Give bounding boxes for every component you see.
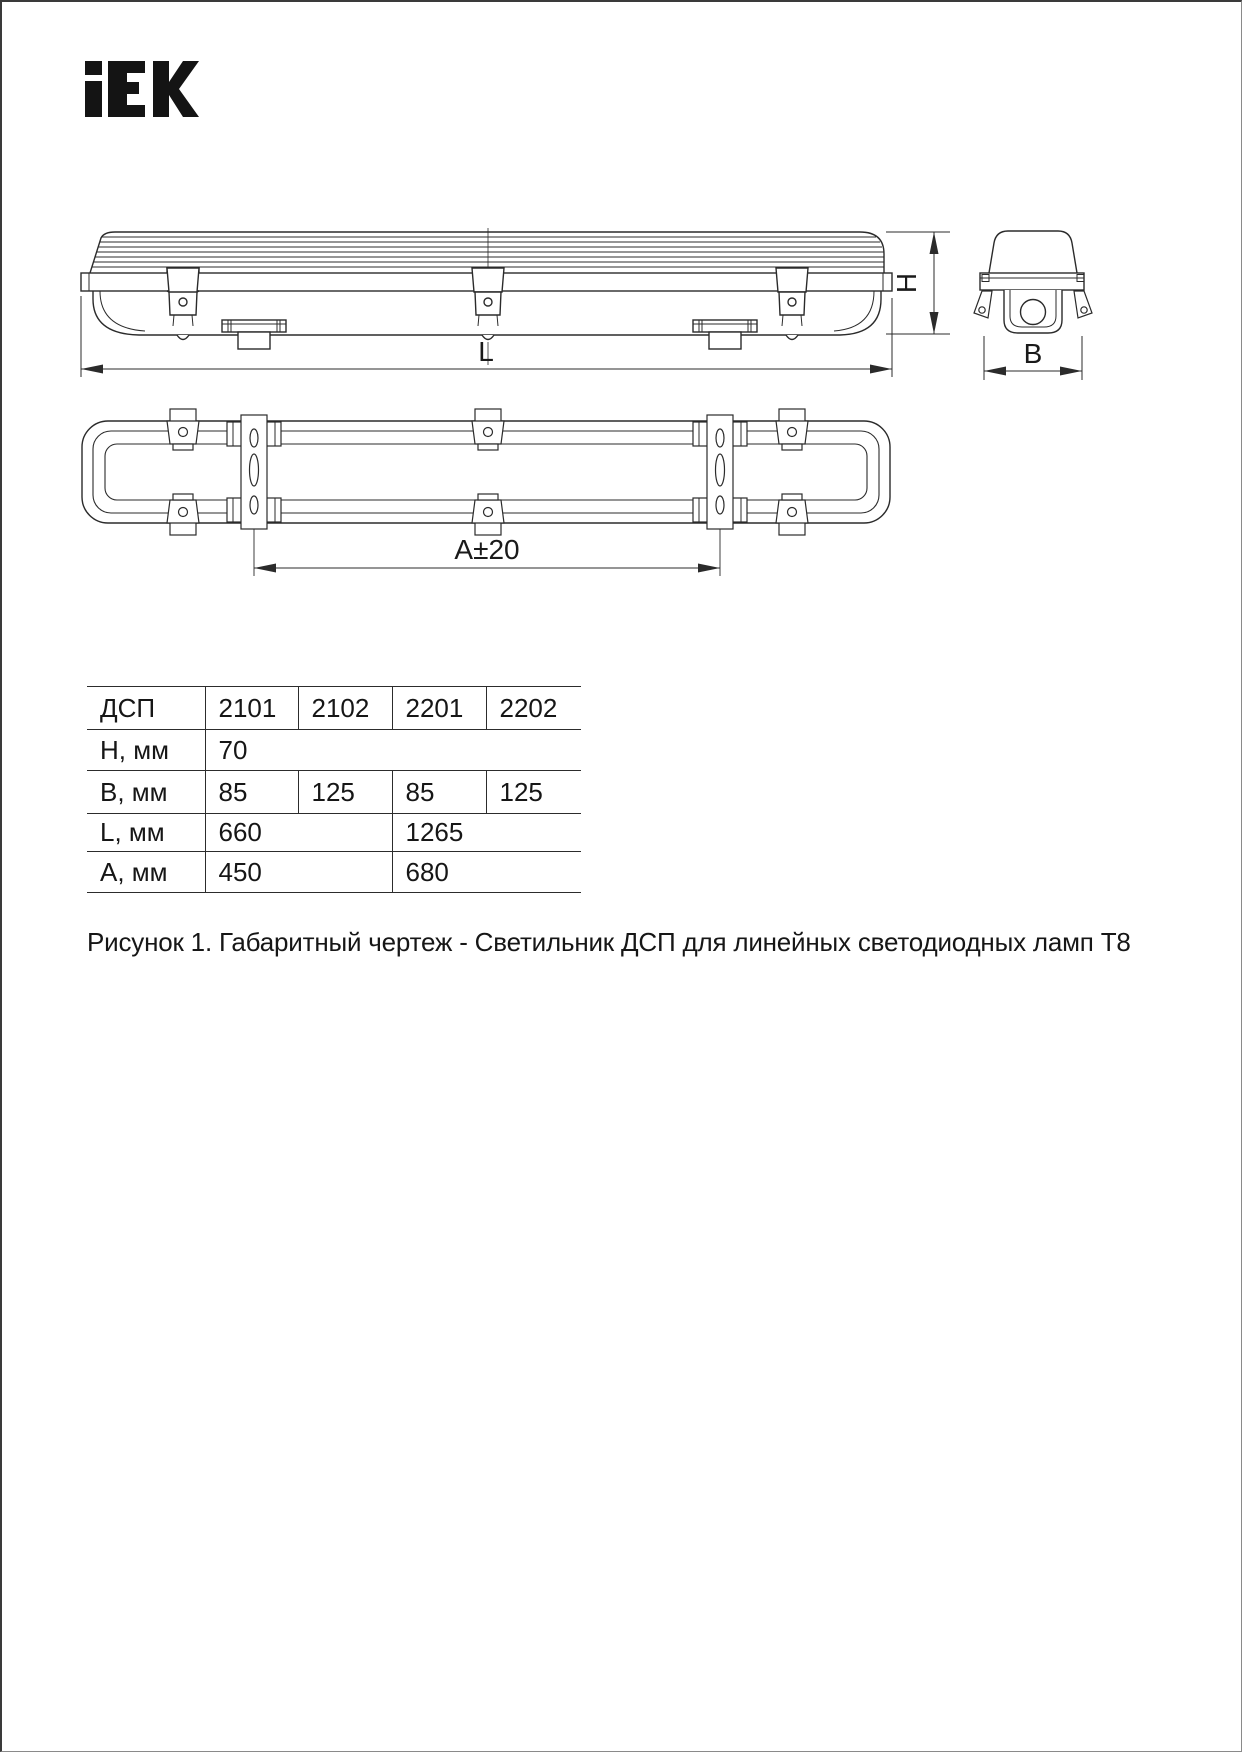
logo-letter-e bbox=[108, 61, 145, 117]
row-label: B, мм bbox=[87, 771, 205, 814]
table-row bbox=[87, 814, 581, 852]
table-header-model: 2202 bbox=[486, 687, 581, 730]
cell-value: 125 bbox=[298, 771, 392, 814]
dim-label-L: L bbox=[478, 336, 494, 367]
row-label: H, мм bbox=[87, 730, 205, 771]
cell-value: 85 bbox=[205, 771, 298, 814]
cell-value: 70 bbox=[205, 730, 581, 771]
dim-label-A: A±20 bbox=[454, 534, 520, 565]
row-label: A, мм bbox=[87, 852, 205, 893]
mounting-distance-dimension bbox=[254, 529, 720, 576]
cell-value: 660 bbox=[205, 814, 392, 852]
height-dimension bbox=[886, 232, 950, 334]
width-dimension bbox=[984, 336, 1082, 380]
cell-value: 125 bbox=[486, 771, 581, 814]
end-dome bbox=[989, 231, 1077, 273]
table-header-series: ДСП bbox=[87, 687, 205, 730]
cell-value: 85 bbox=[392, 771, 486, 814]
table-row-header bbox=[87, 687, 581, 730]
figure-caption: Рисунок 1. Габаритный чертеж - Светильник ДСП для линейных светодиодных ламп Т8 bbox=[87, 927, 1131, 957]
bottom-view bbox=[82, 409, 890, 535]
bottom-inner-contour bbox=[105, 444, 867, 500]
cell-value: 1265 bbox=[392, 814, 581, 852]
table-header-model: 2101 bbox=[205, 687, 298, 730]
ribbed-cover bbox=[90, 232, 884, 273]
cell-value: 680 bbox=[392, 852, 581, 893]
table-row bbox=[87, 771, 581, 814]
row-label: L, мм bbox=[87, 814, 205, 852]
end-flange bbox=[980, 273, 1084, 290]
logo-letter-i bbox=[85, 61, 102, 117]
iek-logo bbox=[85, 61, 199, 117]
table-row bbox=[87, 730, 581, 771]
table-header-model: 2102 bbox=[298, 687, 392, 730]
table-header-model: 2201 bbox=[392, 687, 486, 730]
dim-label-H: H bbox=[891, 272, 922, 294]
end-view bbox=[974, 231, 1092, 333]
table-row bbox=[87, 852, 581, 893]
cell-value: 450 bbox=[205, 852, 392, 893]
logo-letter-k bbox=[153, 61, 199, 117]
dimensions-table bbox=[87, 686, 581, 893]
dim-label-B: B bbox=[1023, 338, 1043, 369]
end-body bbox=[1004, 290, 1062, 333]
